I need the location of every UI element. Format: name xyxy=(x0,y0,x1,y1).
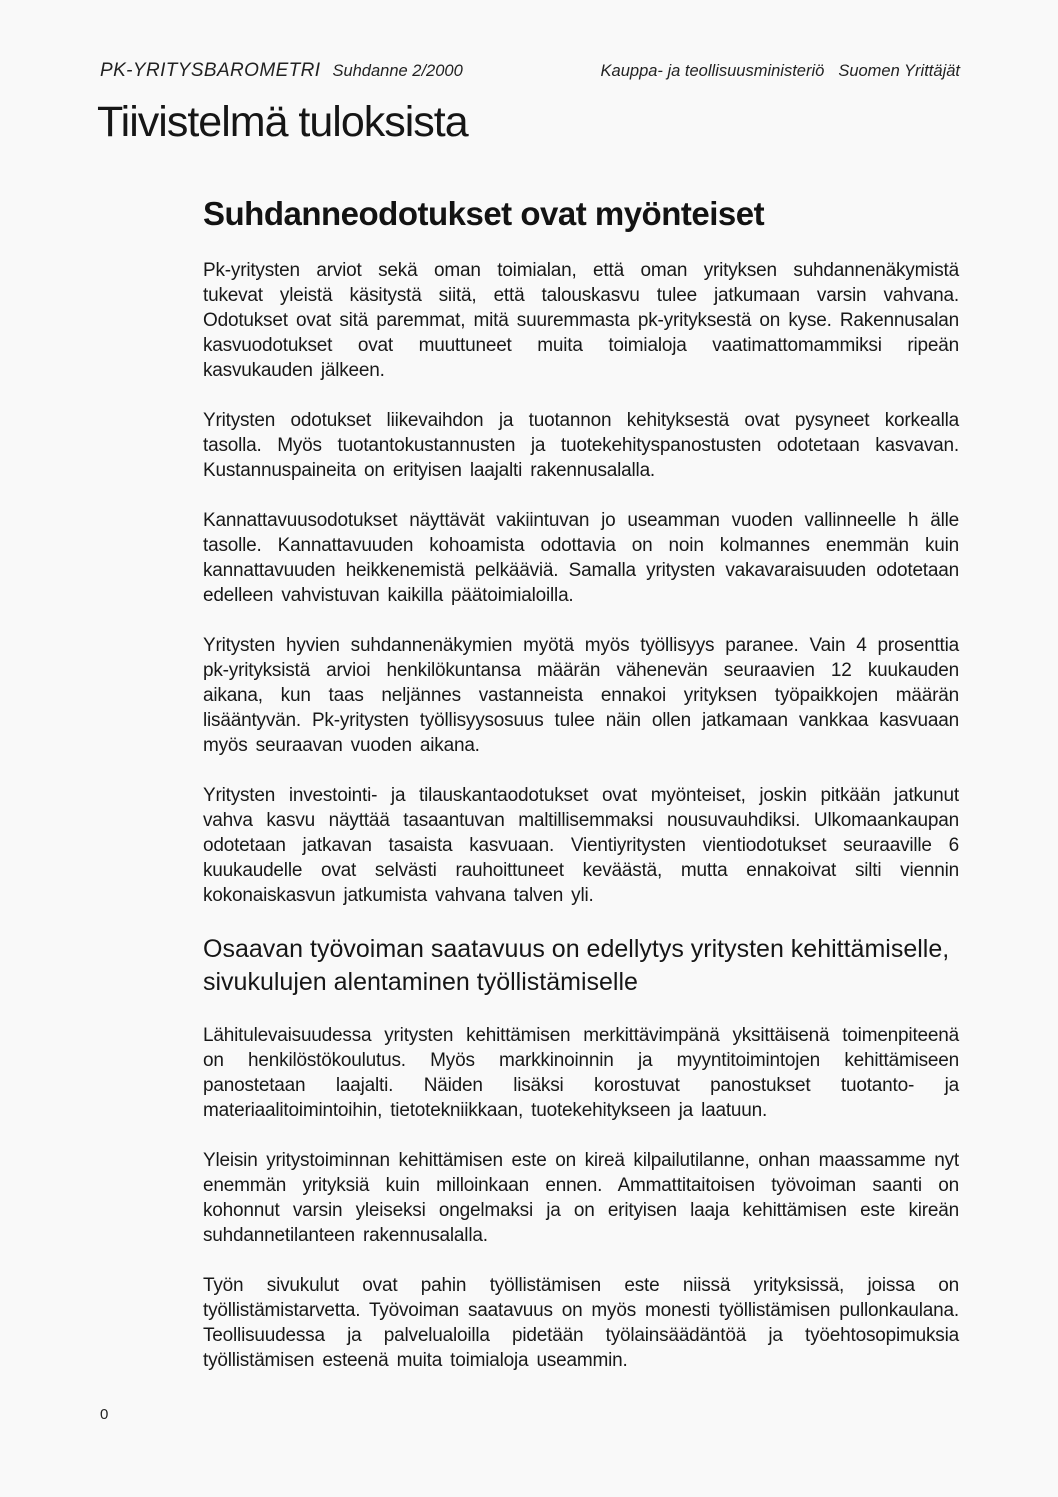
running-header-right xyxy=(601,62,960,81)
section-heading-osaava-tyovoima: Osaavan työvoiman saatavuus on edellytys yritysten kehittämiselle, sivukulujen alentaminen työllistämiselle xyxy=(203,935,950,996)
paragraph: Kannattavuusodotukset näyttävät vakiintuvan jo useamman vuoden vallinneelle h älle tasolle. Kannattavuuden kohoamista odottavia on noin kolmannes enemmän kuin kannattavuuden heikkenemistä pelkääviä. Samalla yritysten vakavaraisuuden odotetaan edelleen vahvistuvan kaikilla päätoimialoilla. xyxy=(203,510,959,606)
paragraph: Yritysten hyvien suhdannenäkymien myötä myös työllisyys paranee. Vain 4 prosenttia pk-yrityksistä arvioi henkilökuntansa määrän vähenevän seuraavien 12 kuukauden aikana, kun taas neljännes vastanneista ennakoi yrityksen työpaikkojen määrän lisääntyvän. Pk-yritysten työllisyysosuus tulee näin ollen jatkamaan vankkaa kasvuaan myös seuraavan vuoden aikana. xyxy=(203,635,959,756)
paragraph: Yleisin yritystoiminnan kehittämisen este on kireä kilpailutilanne, onhan maassamme nyt enemmän yrityksiä kuin milloinkaan ennen. Ammattitaitoisen työvoiman saanti on kohonnut varsin yleiseksi ongelmaksi ja on erityisen laaja kehittämisen este kireän suhdannetilanteen rakennusalalla. xyxy=(203,1150,959,1246)
paragraph: Pk-yritysten arviot sekä oman toimialan, että oman yrityksen suhdannenäkymistä tukevat yleistä käsitystä siitä, että talouskasvu tulee jatkumaan varsin vahvana. Odotukset ovat sitä paremmat, mitä suuremmasta pk-yrityksestä on kyse. Rakennusalan kasvuodotukset ovat muuttuneet muita toimialoja vaatimattomammiksi ripeän kasvukauden jälkeen. xyxy=(203,260,959,381)
report-issue: Suhdanne 2/2000 xyxy=(332,62,463,80)
section-heading-suhdanneodotukset: Suhdanneodotukset ovat myönteiset xyxy=(203,195,765,232)
report-title: PK-YRITYSBAROMETRI xyxy=(100,60,321,81)
publisher-organisation: Suomen Yrittäjät xyxy=(838,62,960,80)
page-number: 0 xyxy=(100,1406,109,1423)
publisher-ministry: Kauppa- ja teollisuusministeriö xyxy=(600,62,825,80)
document-body xyxy=(203,194,959,1398)
paragraph: Yritysten odotukset liikevaihdon ja tuotannon kehityksestä ovat pysyneet korkealla tasolla. Myös tuotantokustannusten ja tuotekehityspanostusten odotetaan kasvavan. Kustannuspaineita on erityisen laajalti rakennusalalla. xyxy=(203,410,959,481)
paragraph: Lähitulevaisuudessa yritysten kehittämisen merkittävimpänä yksittäisenä toimenpiteenä on henkilöstökoulutus. Myös markkinoinnin ja myyntitoimintojen kehittämiseen panostetaan laajalti. Näiden lisäksi korostuvat panostukset tuotanto- ja materiaalitoimintoihin, tietotekniikkaan, tuotekehitykseen ja laatuun. xyxy=(203,1025,959,1121)
paragraph: Työn sivukulut ovat pahin työllistämisen este niissä yrityksissä, joissa on työllistämistarvetta. Työvoiman saatavuus on myös monesti työllistämisen pullonkaulana. Teollisuudessa ja palvelualoilla pidetään työlainsäädäntöä ja työehtosopimuksia työllistämisen esteenä muita toimialoja useammin. xyxy=(203,1275,959,1371)
paragraph: Yritysten investointi- ja tilauskantaodotukset ovat myönteiset, joskin pitkään jatkunut vahva kasvu näyttää tasaantuvan maltillisemmaksi nousuvauhdiksi. Ulkomaankaupan odotetaan jatkavan tasaista kasvuaan. Vientiyritysten vientiodotukset seuraaville 6 kuukaudelle ovat selvästi rauhoittuneet keväästä, mutta ennakoivat silti viennin kokonaiskasvun jatkumista vahvana talven yli. xyxy=(203,785,959,906)
running-header xyxy=(100,60,960,82)
page-title: Tiivistelmä tuloksista xyxy=(97,98,468,146)
running-header-left xyxy=(100,60,463,82)
